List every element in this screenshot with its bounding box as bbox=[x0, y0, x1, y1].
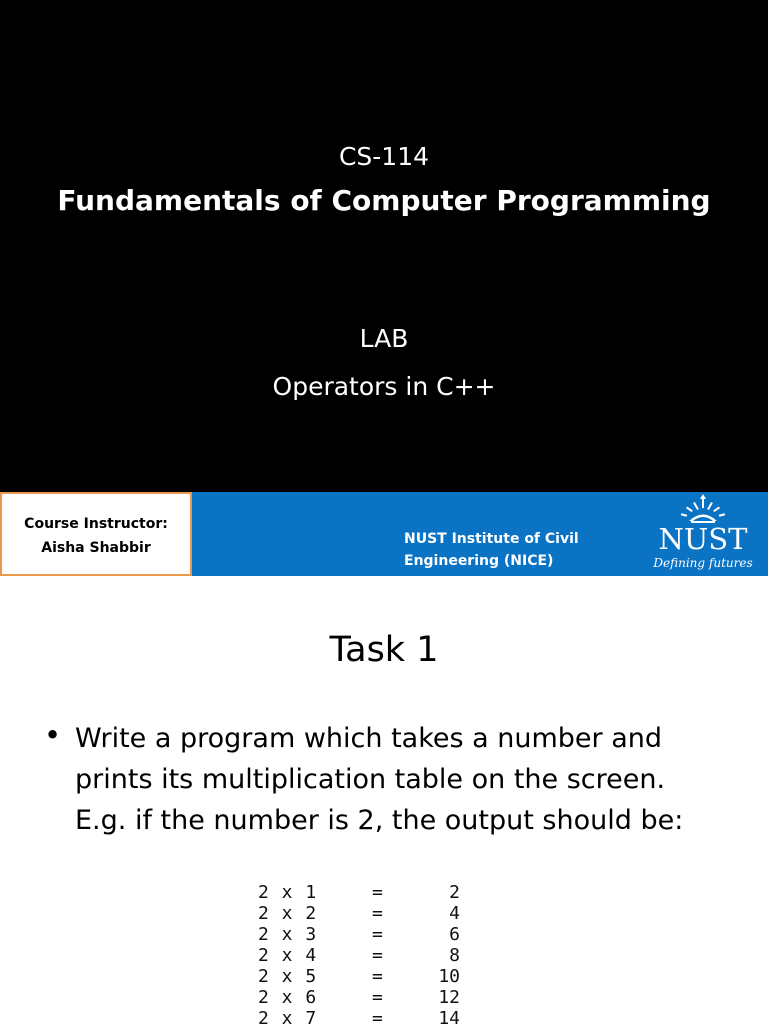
table-equals: = bbox=[372, 945, 383, 966]
table-row bbox=[258, 966, 478, 987]
course-name: Fundamentals of Computer Programming bbox=[57, 184, 711, 217]
table-equals: = bbox=[372, 903, 383, 924]
table-equals: = bbox=[372, 966, 383, 987]
table-result: 12 bbox=[438, 987, 460, 1008]
nust-logo-text: NUST bbox=[658, 522, 748, 556]
nust-logo bbox=[648, 494, 758, 574]
table-row bbox=[258, 945, 478, 966]
table-result: 4 bbox=[449, 903, 460, 924]
task-line-1: Write a program which takes a number and bbox=[75, 723, 663, 754]
table-row bbox=[258, 987, 478, 1008]
table-row bbox=[258, 903, 478, 924]
task-description bbox=[75, 718, 755, 841]
lab-topic: Operators in C++ bbox=[272, 372, 496, 401]
institute-line-2: Engineering (NICE) bbox=[404, 553, 554, 569]
table-expression: 2 x 1 bbox=[258, 882, 318, 903]
nust-tagline: Defining futures bbox=[653, 556, 753, 570]
instructor-heading: Course Instructor: bbox=[24, 516, 168, 532]
table-equals: = bbox=[372, 987, 383, 1008]
bullet-marker: • bbox=[44, 718, 62, 752]
instructor-box bbox=[0, 492, 192, 576]
table-equals: = bbox=[372, 1008, 383, 1024]
table-result: 2 bbox=[449, 882, 460, 903]
instructor-name: Aisha Shabbir bbox=[41, 540, 151, 556]
title-slide bbox=[0, 0, 768, 492]
task-line-2: prints its multiplication table on the screen. bbox=[75, 764, 666, 795]
nust-emblem-icon bbox=[673, 494, 733, 524]
task-line-3: E.g. if the number is 2, the output should be: bbox=[75, 805, 684, 836]
institute-name bbox=[404, 528, 604, 572]
table-equals: = bbox=[372, 924, 383, 945]
table-result: 8 bbox=[449, 945, 460, 966]
table-result: 6 bbox=[449, 924, 460, 945]
footer-band bbox=[0, 492, 768, 576]
course-code: CS-114 bbox=[338, 142, 430, 171]
table-expression: 2 x 5 bbox=[258, 966, 318, 987]
institute-line-1: NUST Institute of Civil bbox=[404, 531, 579, 547]
table-equals: = bbox=[372, 882, 383, 903]
table-expression: 2 x 7 bbox=[258, 1008, 318, 1024]
table-expression: 2 x 4 bbox=[258, 945, 318, 966]
table-expression: 2 x 2 bbox=[258, 903, 318, 924]
table-row bbox=[258, 924, 478, 945]
table-row bbox=[258, 882, 478, 903]
task-title: Task 1 bbox=[329, 630, 439, 670]
multiplication-table bbox=[258, 882, 478, 1024]
table-row bbox=[258, 1008, 478, 1024]
lab-label: LAB bbox=[359, 324, 409, 353]
table-result: 10 bbox=[438, 966, 460, 987]
table-expression: 2 x 3 bbox=[258, 924, 318, 945]
table-expression: 2 x 6 bbox=[258, 987, 318, 1008]
table-result: 14 bbox=[438, 1008, 460, 1024]
